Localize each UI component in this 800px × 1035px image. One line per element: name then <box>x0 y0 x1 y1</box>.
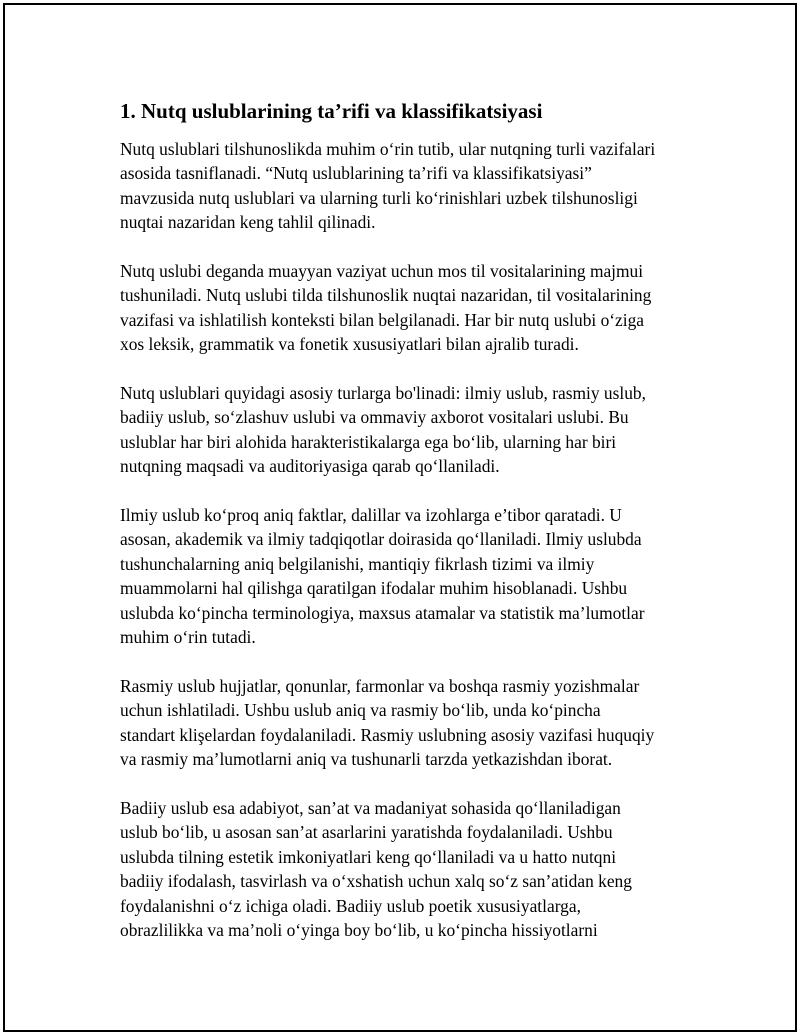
paragraph-official-style: Rasmiy uslub hujjatlar, qonunlar, farmonlar va boshqa rasmiy yozishmalar uchun ishlatiladi. Ushbu uslub aniq va rasmiy bo‘lib, unda ko‘pincha standart klişelardan foydalaniladi. Rasmiy uslubning asosiy vazifasi huquqiy va rasmiy ma’lumotlarni aniq va tushunarli tarzda yetkazishdan iborat. <box>120 675 655 770</box>
paragraph-artistic-style: Badiiy uslub esa adabiyot, san’at va madaniyat sohasida qo‘llaniladigan uslub bo‘lib, u asosan san’at asarlarini yaratishda foydalaniladi. Ushbu uslubda tilning estetik imkoniyatlari keng qo‘llaniladi va u hatto nutqni badiiy ifodalash, tasvirlash va o‘xshatish uchun xalq so‘z san’atidan keng foydalanishni o‘z ichiga oladi. Badiiy uslub poetik xususiyatlarga, obrazlilikka va ma’noli o‘yinga boy bo‘lib, u ko‘pincha hissiyotlarni <box>120 797 632 940</box>
paragraph-intro: Nutq uslublari tilshunoslikda muhim o‘rin tutib, ular nutqning turli vazifalari asosida tasniflanadi. “Nutq uslublarining ta’rifi va klassifikatsiyasi” mavzusida nutq uslublari va ularning turli ko‘rinishlari uzbek tilshunosligi nuqtai nazaridan keng tahlil qilinadi. <box>120 139 656 233</box>
document-page <box>3 3 797 1032</box>
section-heading: 1. Nutq uslublarining ta’rifi va klassifikatsiyasi <box>120 99 543 123</box>
paragraph-definition: Nutq uslubi deganda muayyan vaziyat uchun mos til vositalarining majmui tushuniladi. Nutq uslubi tilda tilshunoslik nuqtai nazaridan, til vositalarining vazifasi va ishlatilish konteksti bilan belgilanadi. Har bir nutq uslubi o‘ziga xos leksik, grammatik va fonetik xususiyatlari bilan ajralib turadi. <box>120 261 652 355</box>
paragraph-scientific-style: Ilmiy uslub ko‘proq aniq faktlar, dalillar va izohlarga e’tibor qaratadi. U asosan, akademik va ilmiy tadqiqotlar doirasida qo‘llaniladi. Ilmiy uslubda tushunchalarning aniq belgilanishi, mantiqiy fikrlash tizimi va ilmiy muammolarni hal qilishga qaratilgan ifodalar muhim hisoblanadi. Ushbu uslubda ko‘pincha terminologiya, maxsus atamalar va statistik ma’lumotlar muhim o‘rin tutadi. <box>120 505 645 648</box>
paragraph-types: Nutq uslublari quyidagi asosiy turlarga bo'linadi: ilmiy uslub, rasmiy uslub, badiiy uslub, so‘zlashuv uslubi va ommaviy axborot vositalari uslubi. Bu uslublar har biri alohida harakteristikalarga ega bo‘lib, ularning har biri nutqning maqsadi va auditoriyasiga qarab qo‘llaniladi. <box>120 383 646 477</box>
document-content <box>120 97 700 967</box>
